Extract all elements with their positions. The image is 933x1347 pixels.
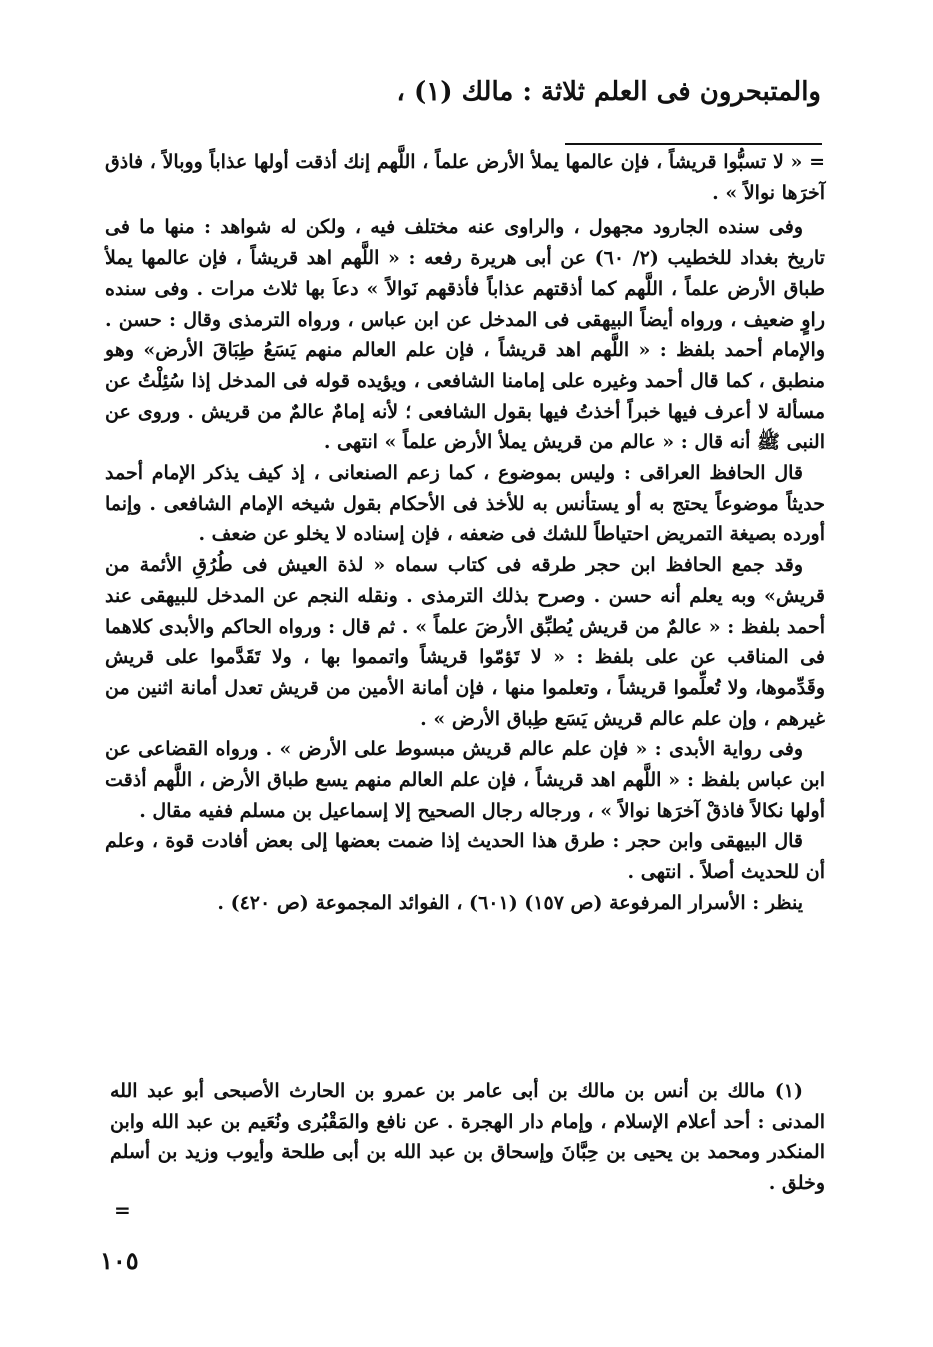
note-paragraph: وفى سنده الجارود مجهول ، والراوى عنه مختلف فيه ، ولكن له شواهد : منها ما فى تاريخ بغداد للخطيب (٢/ ٦٠) عن أبى هريرة رفعه : « اللَّهم اهد قريشاً ، فإن عالمها يملأ طباق الأرض علماً ، اللَّهم كما أذقتهم عذاباً فأذقهم نَوالاً » دعاَ بها ثلاث مرات . وفى سنده راوٍ ضعيف ، ورواه أيضاً البيهقى فى المدخل عن ابن عباس ، ورواه الترمذى وقال : حسن . والإمام أحمد بلفظ : « اللَّهم اهد قريشاً ، فإن علم العالم منهم يَسَعُ طِبَاقَ الأرض» وهو منطبق ، كما قال أحمد وغيره على إمامنا الشافعى ، ويؤيده قوله فى المدخل إذا سُئِلْتُ عن مسألة لا أعرف فيها خبراً أخذتُ فيها بقول الشافعى ؛ لأنه إمامٌ عالمٌ من قريش . وروى عن النبى ﷺ أنه قال : « عالم من قريش يملأ الأرض علماً » انتهى . <box>105 216 825 454</box>
note-paragraph: وقد جمع الحافظ ابن حجر طرقه فى كتاب سماه « لذة العيش فى طُرُقِ الأئمة من قريش» وبه يعلم أنه حسن . وصرح بذلك الترمذى . ونقله النجم عن المدخل للبيهقى عند أحمد بلفظ : « عالمٌ من قريش يُطبِّق الأرضَ علماً » . ثم قال : ورواه الحاكم والأبدى كلاهما فى المناقب عن على بلفظ : « لا تَؤمّوا قريشاً واتمموا بها ، ولا تَقَدَّموا على قريش وقَدِّموها، ولا تُعلِّموا قريشاً ، وتعلموا منها ، فإن أمانة الأمين من قريش تعدل أمانة اثنين من غيرهم ، وإن علم عالم قريش يَسَع طِباق الأرض » . <box>105 554 825 730</box>
continuation-mark: = <box>114 1198 131 1222</box>
footnote-continuation-block <box>105 147 825 919</box>
note-paragraph: قال البيهقى وابن حجر : طرق هذا الحديث إذا ضمت بعضها إلى بعض أفادت قوة ، وعلم أن للحديث أصلاً . انتهى . <box>105 830 825 884</box>
page-number: ١٠٥ <box>100 1246 139 1275</box>
note-paragraph: قال الحافظ العراقى : وليس بموضوع ، كما زعم الصنعانى ، إذ كيف يذكر الإمام أحمد حديثاً موضوعاً يحتج به أو يستأنس به للأخذ فى الأحكام بقول شيخه الإمام الشافعى . وإنما أورده بصيغة التمريض احتياطاً للشك فى ضعفه ، فإن إسناده لا يخلو عن ضعف . <box>105 462 825 546</box>
note-paragraph: ينظر : الأسرار المرفوعة (ص ١٥٧) (٦٠١) ، الفوائد المجموعة (ص ٤٢٠) . <box>217 891 803 914</box>
footnote-separator <box>565 143 822 145</box>
main-text-line: والمتبحرون فى العلم ثلاثة : مالك (١) ، <box>396 77 821 107</box>
note-paragraph: = « لا تسبُّوا قريشاً ، فإن عالمها يملأ الأرض علماً ، اللَّهم إنك أذقت أولها عذاباً ووبالاً ، فاذق آخرَها نوالاً » . <box>105 151 825 204</box>
footnote-text: (١) مالك بن أنس بن مالك بن أبى عامر بن عمرو بن الحارث الأصبحى أبو عبد الله المدنى : أحد أعلام الإسلام ، وإمام دار الهجرة . عن نافع والمَقْبُرى ونُعَيم بن عبد الله وابن المنكدر ومحمد بن يحيى بن حِبَّانَ وإسحاق بن عبد الله بن أبى طلحة وأيوب وزيد بن أسلم وخلق . <box>110 1080 825 1194</box>
footnote-1 <box>110 1076 825 1198</box>
note-paragraph: وفى رواية الأبدى : « فإن علم عالم قريش مبسوط على الأرض » . ورواه القضاعى عن ابن عباس بلفظ : « اللَّهم اهد قريشاً ، فإن علم العالم منهم يسع طباق الأرض ، اللَّهم أذقت أولها نكالاً فاذقْ آخرَها نوالاً » ، ورجاله رجال الصحيح إلا إسماعيل بن مسلم ففيه مقال . <box>105 738 825 822</box>
